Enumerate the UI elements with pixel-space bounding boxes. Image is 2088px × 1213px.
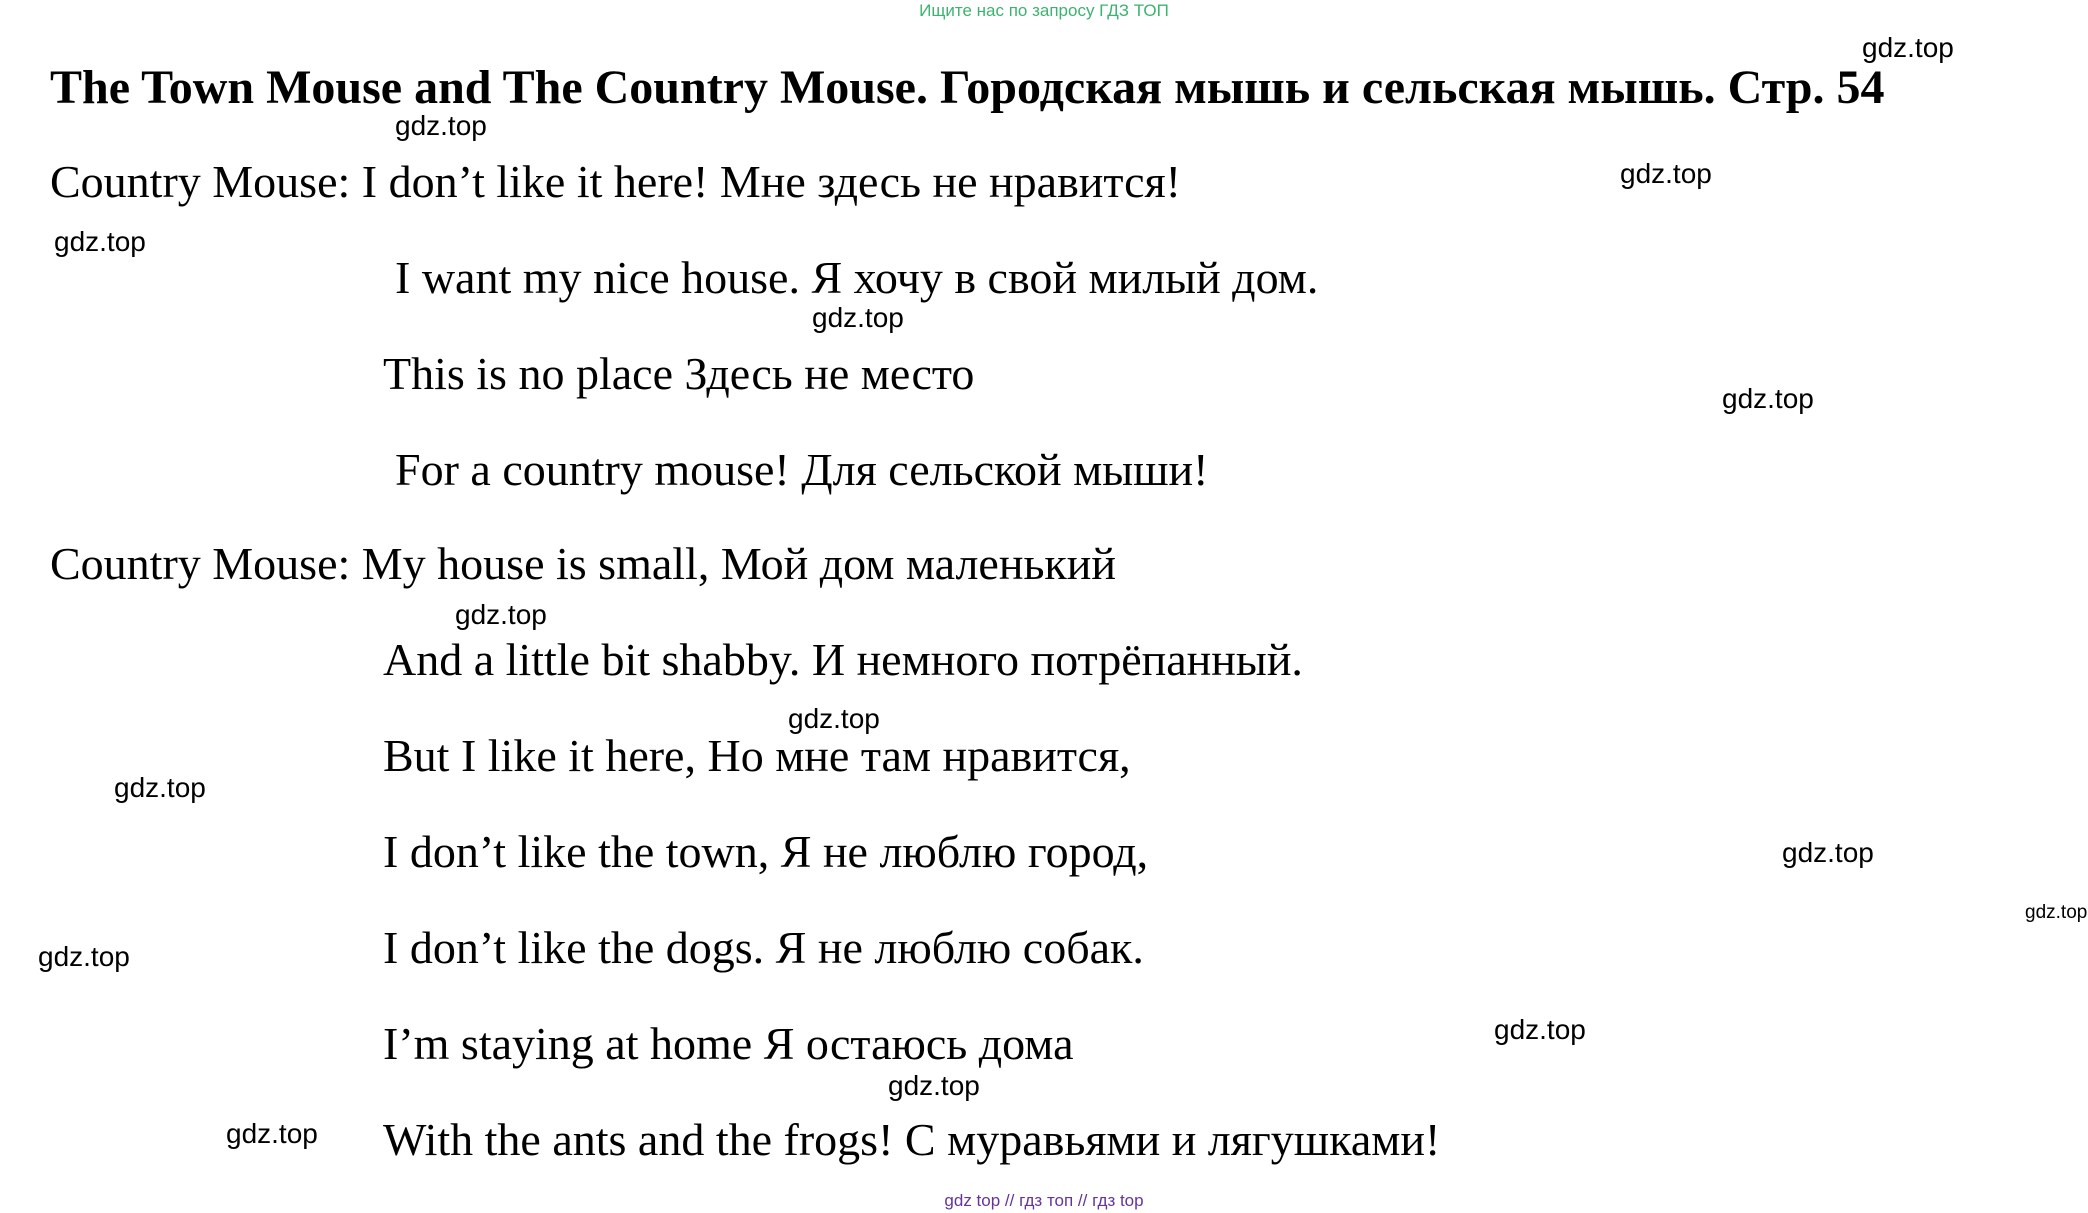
watermark: gdz.top <box>2025 902 2088 923</box>
stanza2-line-7: With the ants and the frogs! С муравьями и лягушками! <box>383 1114 1441 1165</box>
watermark: gdz.top <box>1620 158 1712 189</box>
page-title: The Town Mouse and The Country Mouse. Городская мышь и сельская мышь. Стр. 54 <box>50 61 1885 114</box>
stanza1-line-2: I want my nice house. Я хочу в свой милый дом. <box>395 252 1319 303</box>
poem-line: My house is small, Мой дом маленький <box>361 538 1117 589</box>
stanza1-line-3: This is no place Здесь не место <box>383 348 975 399</box>
watermark: gdz.top <box>455 599 547 630</box>
watermark: gdz.top <box>1494 1014 1586 1045</box>
top-banner: Ищите нас по запросу ГДЗ ТОП <box>919 1 1169 20</box>
stanza1-line-1 <box>50 155 1181 209</box>
stanza2-line-3: But I like it here, Но мне там нравится, <box>383 730 1131 781</box>
poem-line: I don’t like it here! Мне здесь не нравится! <box>361 156 1181 207</box>
watermark: gdz.top <box>888 1070 980 1101</box>
watermark: gdz.top <box>114 772 206 803</box>
speaker-label: Country Mouse: <box>50 538 351 589</box>
speaker-label: Country Mouse: <box>50 156 351 207</box>
stanza2-line-1 <box>50 537 1116 591</box>
stanza2-line-4: I don’t like the town, Я не люблю город, <box>383 826 1149 877</box>
stanza2-line-5: I don’t like the dogs. Я не люблю собак. <box>383 922 1144 973</box>
stanza1-line-4: For a country mouse! Для сельской мыши! <box>395 444 1209 495</box>
stanza2-line-2: And a little bit shabby. И немного потрёпанный. <box>383 634 1303 685</box>
watermark: gdz.top <box>395 110 487 141</box>
watermark: gdz.top <box>38 941 130 972</box>
stanza2-line-6: I’m staying at home Я остаюсь дома <box>383 1018 1074 1069</box>
watermark: gdz.top <box>1722 383 1814 414</box>
footer-watermark: gdz top // гдз топ // гдз top <box>944 1191 1144 1210</box>
watermark: gdz.top <box>226 1118 318 1149</box>
watermark: gdz.top <box>788 703 880 734</box>
watermark: gdz.top <box>1782 837 1874 868</box>
watermark: gdz.top <box>1862 32 1954 63</box>
watermark: gdz.top <box>54 226 146 257</box>
watermark: gdz.top <box>812 302 904 333</box>
